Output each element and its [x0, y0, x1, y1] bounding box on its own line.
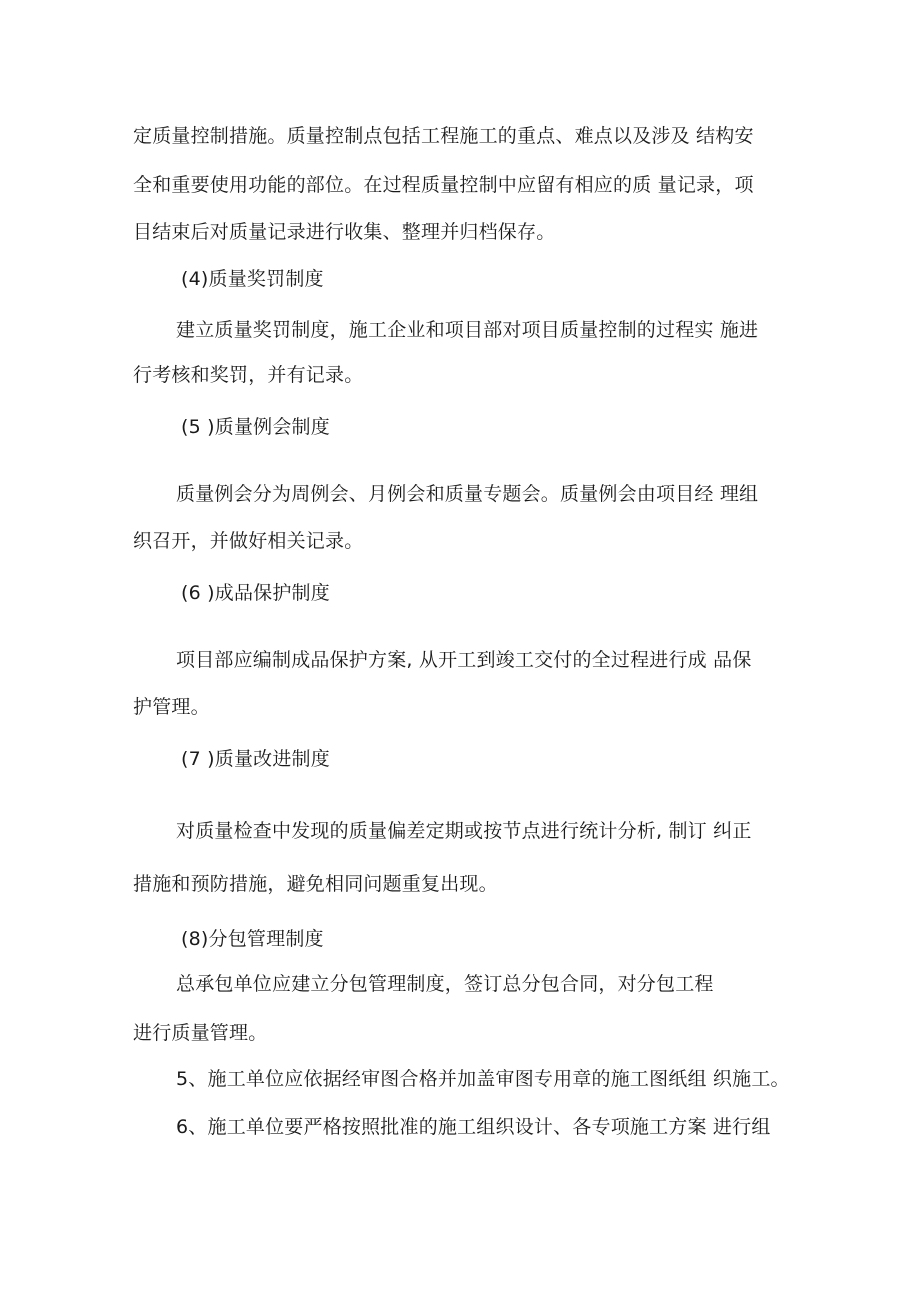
paragraph-line-8: 项目部应编制成品保护方案, 从开工到竣工交付的全过程进行成 品保	[176, 649, 752, 671]
paragraph-line-10: 对质量检查中发现的质量偏差定期或按节点进行统计分析, 制订 纠正	[176, 820, 752, 842]
paragraph-line-7: 织召开，并做好相关记录。	[133, 530, 364, 552]
paragraph-line-1: 定质量控制措施。质量控制点包括工程施工的重点、难点以及涉及 结构安	[133, 125, 754, 147]
paragraph-line-11: 措施和预防措施，避免相同问题重复出现。	[133, 873, 498, 895]
paragraph-line-13: 进行质量管理。	[133, 1022, 268, 1044]
paragraph-line-9: 护管理。	[133, 696, 210, 718]
section-heading-5: (5 )质量例会制度	[181, 416, 330, 438]
section-heading-6: (6 )成品保护制度	[181, 582, 330, 604]
numbered-item-5: 5、施工单位应依据经审图合格并加盖审图专用章的施工图纸组 织施工。	[176, 1068, 790, 1090]
section-heading-7: (7 )质量改进制度	[181, 748, 330, 770]
paragraph-line-6: 质量例会分为周例会、月例会和质量专题会。质量例会由项目经 理组	[176, 483, 759, 505]
paragraph-line-12: 总承包单位应建立分包管理制度，签订总分包合同，对分包工程	[176, 973, 714, 995]
paragraph-line-2: 全和重要使用功能的部位。在过程质量控制中应留有相应的质 量记录，项	[133, 174, 754, 196]
paragraph-line-5: 行考核和奖罚，并有记录。	[133, 364, 364, 386]
section-heading-8: (8)分包管理制度	[181, 928, 324, 950]
section-heading-4: (4)质量奖罚制度	[181, 268, 324, 290]
numbered-item-6: 6、施工单位要严格按照批准的施工组织设计、各专项施工方案 进行组	[176, 1116, 771, 1138]
paragraph-line-3: 目结束后对质量记录进行收集、整理并归档保存。	[133, 221, 556, 243]
paragraph-line-4: 建立质量奖罚制度，施工企业和项目部对项目质量控制的过程实 施进	[176, 319, 759, 341]
